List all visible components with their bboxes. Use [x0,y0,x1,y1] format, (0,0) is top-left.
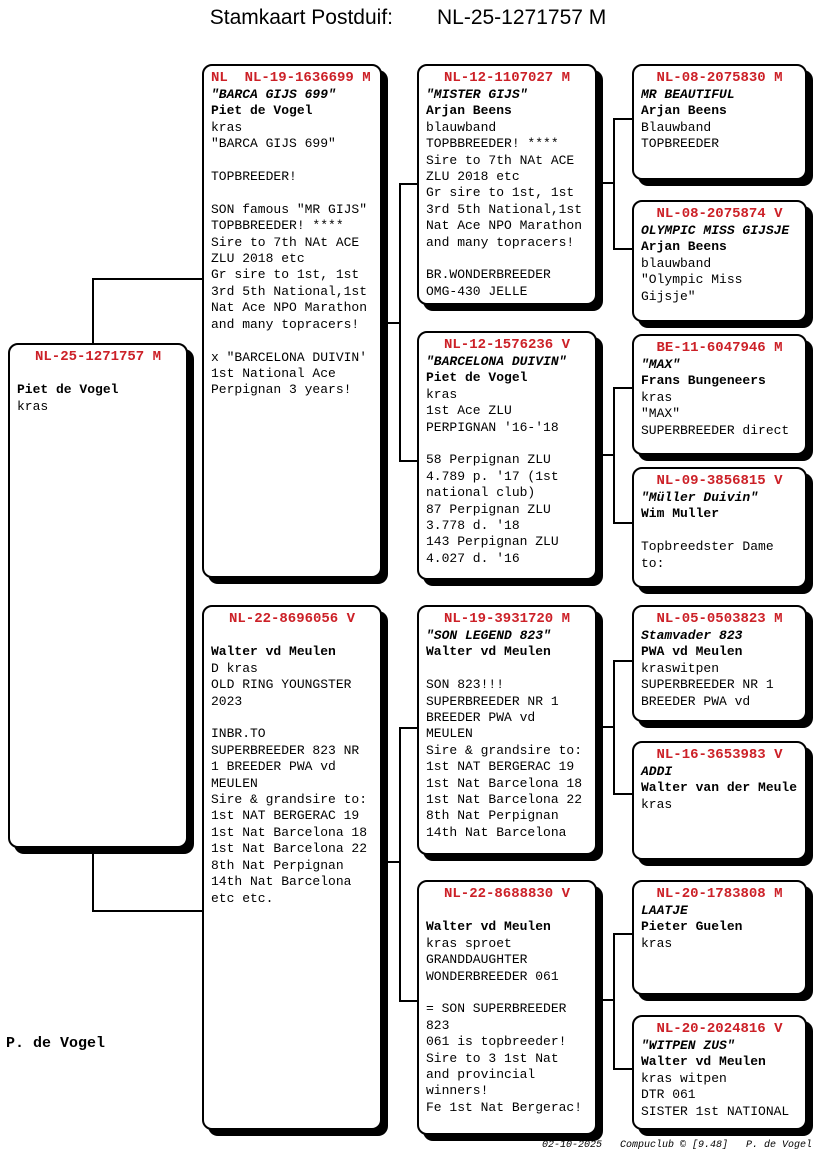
pedigree-text-line: "BARCA GIJS 699" [211,87,336,102]
connector-line [399,460,417,462]
connector-line [613,660,615,795]
pedigree-box-grandparent-3 [417,605,597,855]
pedigree-text-line: Nat Ace NPO Marathon [426,218,583,234]
pedigree-text-line: SUPERBREEDER 823 NR [211,742,360,758]
pedigree-box-subject [8,343,188,848]
pedigree-text-line: Sire to 7th NAt ACE [426,152,575,168]
pedigree-text-line: Topbreedster Dame [641,539,774,555]
box-body [641,357,798,439]
pedigree-box-great-grandparent-4 [632,467,807,588]
pedigree-text-line [211,153,373,169]
pedigree-text-line: "SON LEGEND 823" [426,628,551,643]
pedigree-text-line: kraswitpen [641,660,720,676]
pedigree-text-line: SUPERBREEDER NR 1 [426,693,559,709]
pedigree-text-line: DTR 061 [641,1087,696,1103]
pedigree-text-line: ZLU 2018 etc [211,251,305,267]
page-title-ring: NL-25-1271757 M [436,6,607,29]
pedigree-text-line: D kras [211,660,258,676]
pedigree-text-line: Walter vd Meulen [211,644,336,660]
pedigree-text-line: Sire to 3 1st Nat [426,1050,559,1066]
connector-line [92,910,202,912]
connector-line [613,118,632,120]
box-body [426,87,588,300]
pedigree-text-line: "MISTER GIJS" [426,87,528,102]
pedigree-text-line: blauwband [641,255,712,271]
pedigree-text-line: blauwband [426,119,497,135]
pedigree-text-line: Stamvader 823 [641,628,743,643]
pedigree-text-line: OMG-430 JELLE [426,283,528,299]
pedigree-text-line: SISTER 1st NATIONAL [641,1103,790,1119]
pedigree-text-line: 4.789 p. '17 (1st [426,468,559,484]
ring-number: NL-16-3653983 V [656,747,783,763]
pedigree-text-line: 3rd 5th National,1st [426,201,583,217]
box-body [641,1038,798,1120]
ring-number: NL-12-1107027 M [443,70,571,86]
pedigree-text-line: "MAX" [641,357,681,372]
pedigree-text-line: Nat Ace NPO Marathon [211,300,368,316]
footer-owner: P. de Vogel [745,1140,812,1151]
box-body [17,366,179,415]
pedigree-text-line: 1st Nat Barcelona 18 [426,775,583,791]
pedigree-text-line: kras witpen [641,1070,727,1086]
pedigree-text-line: SUPERBREEDER direct [641,422,790,438]
connector-line [613,522,632,524]
pedigree-text-line: "WITPEN ZUS" [641,1038,735,1053]
pedigree-text-line: 87 Perpignan ZLU [426,501,551,517]
pedigree-text-line: ZLU 2018 etc [426,169,520,185]
box-body [641,87,798,153]
pedigree-text-line: = SON SUPERBREEDER [426,1001,567,1017]
footer-date: 02-10-2025 [541,1140,602,1151]
pedigree-box-great-grandparent-6 [632,741,807,860]
pedigree-text-line: 143 Perpignan ZLU [426,534,559,550]
connector-line [382,861,400,863]
page-title-label: Stamkaart Postduif: [209,6,393,29]
pedigree-text-line: kras [211,119,243,135]
pedigree-text-line: winners! [426,1083,489,1099]
pedigree-text-line: LAATJE [641,903,688,918]
connector-line [399,183,417,185]
box-body [641,628,798,710]
box-body [426,354,588,567]
ring-number: NL-09-3856815 V [656,473,783,489]
pedigree-text-line: TOPBREEDER! [211,169,297,185]
pedigree-text-line: 3.778 d. '18 [426,518,520,534]
pedigree-text-line [426,903,588,919]
connector-line [613,660,632,662]
box-body [641,764,798,813]
pedigree-text-line: 1 BREEDER PWA vd [211,759,336,775]
pedigree-text-line: 1st National Ace [211,365,336,381]
pedigree-text-line [426,985,588,1001]
pedigree-text-line: 1st Nat Barcelona 22 [211,841,368,857]
pedigree-box-grandparent-1 [417,64,597,305]
box-body [426,628,588,841]
pedigree-text-line: Sire & grandsire to: [211,792,368,808]
pedigree-text-line: and provincial [426,1067,536,1083]
pedigree-text-line: BREEDER PWA vd [641,693,751,709]
pedigree-text-line: kras [426,386,458,402]
box-body [211,87,373,399]
breeder-signature: P. de Vogel [6,1035,106,1052]
pedigree-text-line: BREEDER PWA vd [426,710,536,726]
pedigree-text-line: "Müller Duivin" [641,490,759,505]
connector-line [597,182,614,184]
pedigree-box-great-grandparent-3 [632,334,807,455]
ring-number: NL-20-2024816 V [656,1021,783,1037]
pedigree-text-line: "BARCA GIJS 699" [211,136,336,152]
ring-number: BE-11-6047946 M [656,340,783,356]
pedigree-box-great-grandparent-5 [632,605,807,722]
pedigree-text-line: Arjan Beens [426,103,512,119]
ring-number: NL-25-1271757 M [34,349,162,365]
footer-program: Compuclub © [9.48] [619,1140,728,1151]
pedigree-text-line: Piet de Vogel [211,103,313,119]
pedigree-text-line: 4.027 d. '16 [426,550,520,566]
pedigree-text-line: and many topracers! [426,234,575,250]
pedigree-text-line: GRANDDAUGHTER [426,952,528,968]
pedigree-text-line: 8th Nat Perpignan [426,808,559,824]
box-body [426,903,588,1116]
footer [542,1140,812,1151]
pedigree-text-line: MR BEAUTIFUL [641,87,735,102]
ring-number: NL NL-19-1636699 M [211,70,371,86]
ring-number: NL-20-1783808 M [656,886,783,902]
pedigree-text-line: Fe 1st Nat Bergerac! [426,1099,583,1115]
pedigree-text-line: Frans Bungeneers [641,373,766,389]
pedigree-text-line: OLD RING YOUNGSTER [211,677,352,693]
pedigree-text-line: "Olympic Miss [641,272,743,288]
connector-line [399,727,401,1002]
connector-line [597,999,614,1001]
connector-line [613,387,632,389]
pedigree-text-line [426,436,588,452]
pedigree-text-line: Piet de Vogel [17,382,119,398]
pedigree-text-line: Pieter Guelen [641,919,743,935]
pedigree-text-line: "BARCELONA DUIVIN" [426,354,567,369]
pedigree-text-line: 2023 [211,693,243,709]
connector-line [613,933,632,935]
pedigree-text-line: 1st NAT BERGERAC 19 [211,808,360,824]
pedigree-text-line: INBR.TO [211,726,266,742]
pedigree-text-line: Blauwband [641,119,712,135]
pedigree-text-line: Arjan Beens [641,239,727,255]
pedigree-text-line: TOPBREEDER [641,136,720,152]
pedigree-text-line: kras [641,796,673,812]
pedigree-text-line: TOPBBREEDER! **** [211,218,344,234]
pedigree-text-line [211,710,373,726]
pedigree-text-line [641,523,798,539]
pedigree-box-grandparent-2 [417,331,597,580]
connector-line [399,183,401,462]
pedigree-text-line: 8th Nat Perpignan [211,857,344,873]
pedigree-text-line [211,185,373,201]
pedigree-text-line: SON 823!!! [426,677,505,693]
pedigree-text-line: Walter vd Meulen [426,919,551,935]
pedigree-text-line: PWA vd Meulen [641,644,743,660]
pedigree-text-line: 1st Nat Barcelona 18 [211,824,368,840]
pedigree-box-great-grandparent-1 [632,64,807,180]
pedigree-text-line: to: [641,555,665,571]
connector-line [92,846,94,912]
pedigree-text-line: WONDERBREEDER 061 [426,968,559,984]
connector-line [613,933,615,1070]
ring-number: NL-08-2075874 V [656,206,783,222]
pedigree-text-line: Walter vd Meulen [641,1054,766,1070]
pedigree-text-line: 14th Nat Barcelona [426,824,567,840]
pedigree-text-line: SON famous "MR GIJS" [211,201,368,217]
pedigree-text-line [426,251,588,267]
pedigree-box-great-grandparent-8 [632,1015,807,1130]
connector-line [597,726,614,728]
connector-line [399,727,417,729]
ring-number: NL-19-3931720 M [443,611,571,627]
pedigree-text-line: 1st Nat Barcelona 22 [426,792,583,808]
pedigree-text-line: TOPBBREEDER! **** [426,136,559,152]
connector-line [613,387,615,524]
pedigree-text-line: 1st Ace ZLU [426,403,512,419]
connector-line [382,322,400,324]
pedigree-box-sire [202,64,382,578]
ring-number: NL-05-0503823 M [656,611,783,627]
pedigree-text-line: Sire to 7th NAt ACE [211,234,360,250]
ring-number: NL-12-1576236 V [443,337,571,353]
pedigree-text-line: Wim Muller [641,506,720,522]
pedigree-text-line: Gr sire to 1st, 1st [426,185,575,201]
pedigree-text-line [426,661,588,677]
pedigree-text-line: MEULEN [211,775,258,791]
pedigree-text-line: 14th Nat Barcelona [211,874,352,890]
connector-line [92,278,202,280]
pedigree-text-line: 3rd 5th National,1st [211,283,368,299]
pedigree-box-great-grandparent-2 [632,200,807,322]
pedigree-text-line: Gr sire to 1st, 1st [211,267,360,283]
pedigree-box-grandparent-4 [417,880,597,1135]
pedigree-text-line: x "BARCELONA DUIVIN' [211,349,368,365]
pedigree-text-line: ADDI [641,764,673,779]
pedigree-text-line: SUPERBREEDER NR 1 [641,677,774,693]
box-body [641,903,798,952]
ring-number: NL-22-8696056 V [228,611,356,627]
pedigree-text-line: Perpignan 3 years! [211,382,352,398]
page-title [0,6,816,30]
ring-number: NL-08-2075830 M [656,70,783,86]
pedigree-text-line: Piet de Vogel [426,370,528,386]
pedigree-text-line: Gijsje" [641,288,696,304]
pedigree-text-line: 823 [426,1017,450,1033]
pedigree-text-line: PERPIGNAN '16-'18 [426,419,559,435]
pedigree-text-line: kras [641,389,673,405]
pedigree-text-line: kras [641,935,673,951]
box-body [641,490,798,572]
pedigree-text-line: 061 is topbreeder! [426,1034,567,1050]
pedigree-text-line: 1st NAT BERGERAC 19 [426,759,575,775]
pedigree-text-line [211,628,373,644]
pedigree-text-line [211,333,373,349]
pedigree-text-line: "MAX" [641,406,681,422]
pedigree-box-dam [202,605,382,1130]
pedigree-text-line: kras sproet [426,935,512,951]
connector-line [613,793,632,795]
pedigree-text-line: Arjan Beens [641,103,727,119]
pedigree-box-great-grandparent-7 [632,880,807,995]
pedigree-text-line: Walter van der Meule [641,780,798,796]
pedigree-text-line: kras [17,398,49,414]
box-body [211,628,373,907]
pedigree-text-line: Walter vd Meulen [426,644,551,660]
connector-line [613,118,615,250]
pedigree-text-line: and many topracers! [211,316,360,332]
connector-line [613,1068,632,1070]
connector-line [613,248,632,250]
pedigree-text-line [17,366,179,382]
pedigree-text-line: OLYMPIC MISS GIJSJE [641,223,790,238]
box-body [641,223,798,305]
pedigree-text-line: 58 Perpignan ZLU [426,452,551,468]
connector-line [92,278,94,345]
pedigree-text-line: BR.WONDERBREEDER [426,267,551,283]
connector-line [597,454,614,456]
connector-line [399,1000,417,1002]
pedigree-text-line: Sire & grandsire to: [426,742,583,758]
pedigree-text-line: etc etc. [211,890,274,906]
ring-number: NL-22-8688830 V [443,886,571,902]
pedigree-text-line: MEULEN [426,726,473,742]
pedigree-text-line: national club) [426,485,536,501]
